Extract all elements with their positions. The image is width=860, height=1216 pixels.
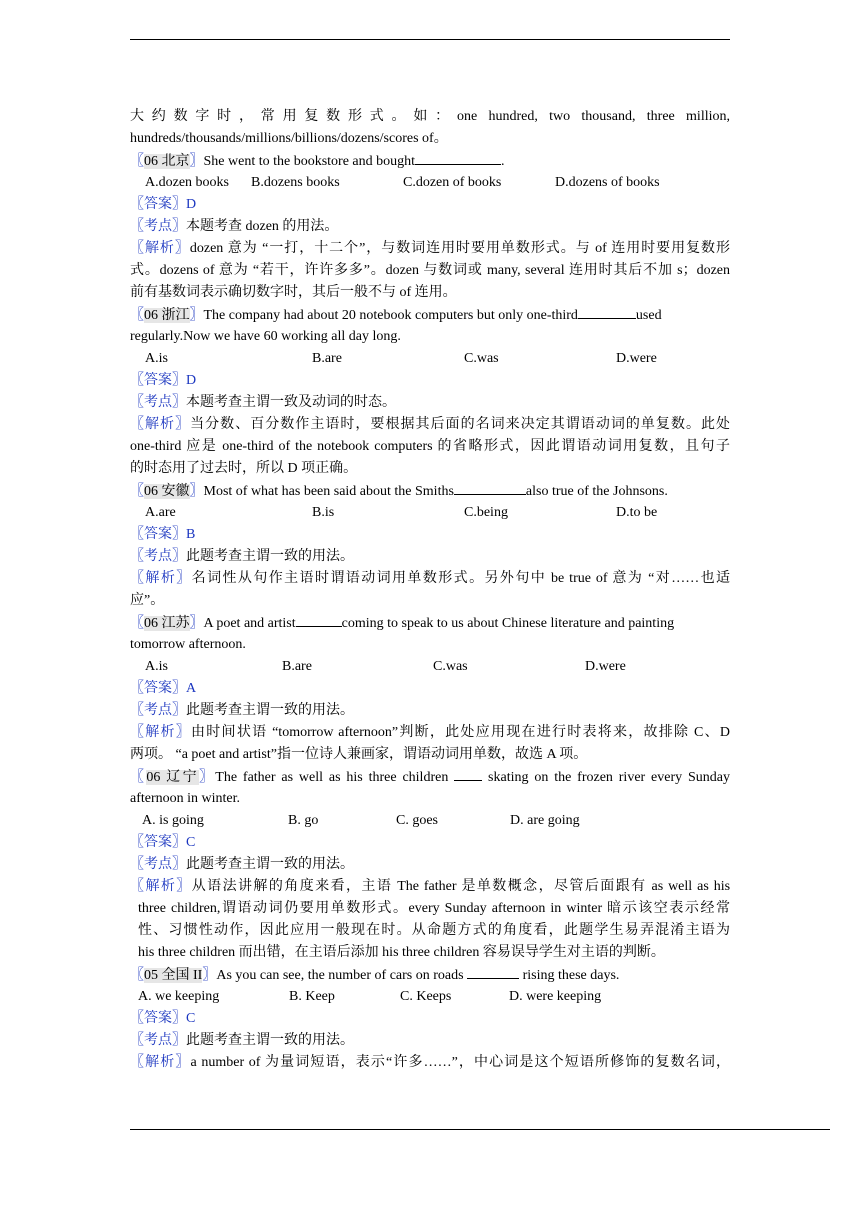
option: D.were: [585, 659, 626, 674]
footer-rule: [130, 1129, 830, 1130]
answer-line: 〖答案〗D: [130, 197, 197, 212]
question-source: 06 江苏: [144, 616, 190, 631]
point-line: 〖考点〗此题考查主谓一致的用法。: [130, 549, 354, 564]
option: D.were: [616, 351, 657, 366]
intro-line: 大约数字时，常用复数形式。如：one hundred, two thousand, three million,: [130, 109, 730, 124]
analysis-line: one-third 应是 one-third of the notebook computers 的省略形式，因此谓语动词用复数，且句子: [130, 439, 730, 454]
option: D. were keeping: [509, 989, 602, 1004]
question-source: 06 安徽: [144, 484, 190, 499]
answer-line: 〖答案〗A: [130, 681, 197, 696]
question-source: 05 全国 II: [144, 968, 203, 983]
analysis-line: 〖解析〗由时间状语 “tomorrow afternoon”判断，此处应用现在进行时表将来，故排除 C、D: [130, 725, 731, 740]
option: C.dozen of books: [403, 175, 502, 190]
option: A. is going: [142, 813, 204, 828]
analysis-line: 〖解析〗dozen 意为 “一打，十二个”，与数词连用时要用单数形式。与 of 连用时要用复数形: [130, 241, 731, 256]
option: D.to be: [616, 505, 658, 520]
point-line: 〖考点〗此题考查主谓一致的用法。: [130, 703, 354, 718]
option: A.is: [145, 351, 168, 366]
question-stem: afternoon in winter.: [130, 791, 241, 806]
analysis-line: 〖解析〗当分数、百分数作主语时，要根据其后面的名词来决定其谓语动词的单复数。此处: [130, 417, 731, 432]
answer-blank: [467, 964, 519, 979]
intro-line: hundreds/thousands/millions/billions/dozens/scores of。: [130, 131, 448, 146]
analysis-line: 性、习惯性动作，因此应用一般现在时。从命题方式的角度看，此题学生易弄混淆主语为: [138, 923, 730, 938]
point-line: 〖考点〗本题考查主谓一致及动词的时态。: [130, 395, 396, 410]
option: D.dozens of books: [555, 175, 660, 190]
question-stem: regularly.Now we have 60 working all day long.: [130, 329, 401, 344]
question-stem: 〖06 江苏〗A poet and artist coming to speak to us about Chinese literature and painting: [130, 612, 730, 634]
answer-line: 〖答案〗D: [130, 373, 197, 388]
analysis-line: three children,谓语动词仍要用单数形式。every Sunday afternoon in winter 暗示该空表示经常: [138, 901, 730, 916]
analysis-line: 前有基数词表示确切数字时，其后一般不与 of 连用。: [130, 285, 457, 300]
option: A.dozen books: [145, 175, 229, 190]
option: C.being: [464, 505, 508, 520]
analysis-line: 的时态用了过去时，所以 D 项正确。: [130, 461, 358, 476]
option: A. we keeping: [138, 989, 220, 1004]
answer-blank: [578, 304, 636, 319]
analysis-line: his three children 而出错，在主语后添加 his three children 容易误导学生对主语的判断。: [138, 945, 665, 960]
point-line: 〖考点〗此题考查主谓一致的用法。: [130, 857, 354, 872]
answer-line: 〖答案〗C: [130, 835, 196, 850]
question-stem: 〖06 浙江〗The company had about 20 notebook computers but only one-third used: [130, 304, 730, 326]
options-row: [130, 348, 730, 370]
options-row: [130, 986, 730, 1008]
answer-line: 〖答案〗C: [130, 1011, 196, 1026]
option: B.are: [312, 351, 342, 366]
question-source: 06 浙江: [144, 308, 190, 323]
analysis-line: 〖解析〗从语法讲解的角度来看，主语 The father 是单数概念，尽管后面跟有 as well as his: [130, 879, 731, 894]
option: A.is: [145, 659, 168, 674]
answer-blank: [296, 612, 342, 627]
option: C.was: [433, 659, 468, 674]
question-stem: tomorrow afternoon.: [130, 637, 246, 652]
options-row: [130, 656, 730, 678]
answer-line: 〖答案〗B: [130, 527, 196, 542]
analysis-line: 两项。 “a poet and artist”指一位诗人兼画家，谓语动词用单数，故选 A 项。: [130, 747, 588, 762]
answer-blank: [415, 150, 501, 165]
analysis-line: 〖解析〗名词性从句作主语时谓语动词用单数形式。另外句中 be true of 意为 “对……也适: [130, 571, 731, 586]
option: C. goes: [396, 813, 438, 828]
analysis-line: 式。dozens of 意为 “若干，许许多多”。dozen 与数词或 many, several 连用时其后不加 s；dozen: [130, 263, 730, 278]
options-row: [130, 810, 730, 832]
header-rule: [130, 39, 730, 40]
option: B. Keep: [289, 989, 335, 1004]
answer-blank: [454, 480, 526, 495]
question-stem: 〖06 辽宁〗The father as well as his three children skating on the frozen river every Sunday: [130, 766, 730, 788]
answer-blank: [454, 766, 482, 781]
option: B.dozens books: [251, 175, 340, 190]
option: B. go: [288, 813, 319, 828]
option: A.are: [145, 505, 176, 520]
question-stem: 〖05 全国 II〗As you can see, the number of cars on roads rising these days.: [130, 964, 730, 986]
point-line: 〖考点〗本题考查 dozen 的用法。: [130, 219, 339, 234]
point-line: 〖考点〗此题考查主谓一致的用法。: [130, 1033, 354, 1048]
options-row: [130, 172, 730, 194]
analysis-line: 应”。: [130, 593, 165, 608]
question-source: 06 北京: [144, 154, 190, 169]
option: C. Keeps: [400, 989, 452, 1004]
question-source: 06 辽宁: [146, 770, 199, 785]
option: C.was: [464, 351, 499, 366]
options-row: [130, 502, 730, 524]
document-body: [130, 106, 730, 1074]
option: D. are going: [510, 813, 580, 828]
question-stem: 〖06 北京〗She went to the bookstore and bought .: [130, 150, 730, 172]
option: B.are: [282, 659, 312, 674]
option: B.is: [312, 505, 335, 520]
analysis-line: 〖解析〗a number of 为量词短语，表示“许多……”，中心词是这个短语所修饰的复数名词，: [130, 1055, 730, 1070]
question-stem: 〖06 安徽〗Most of what has been said about the Smiths also true of the Johnsons.: [130, 480, 730, 502]
